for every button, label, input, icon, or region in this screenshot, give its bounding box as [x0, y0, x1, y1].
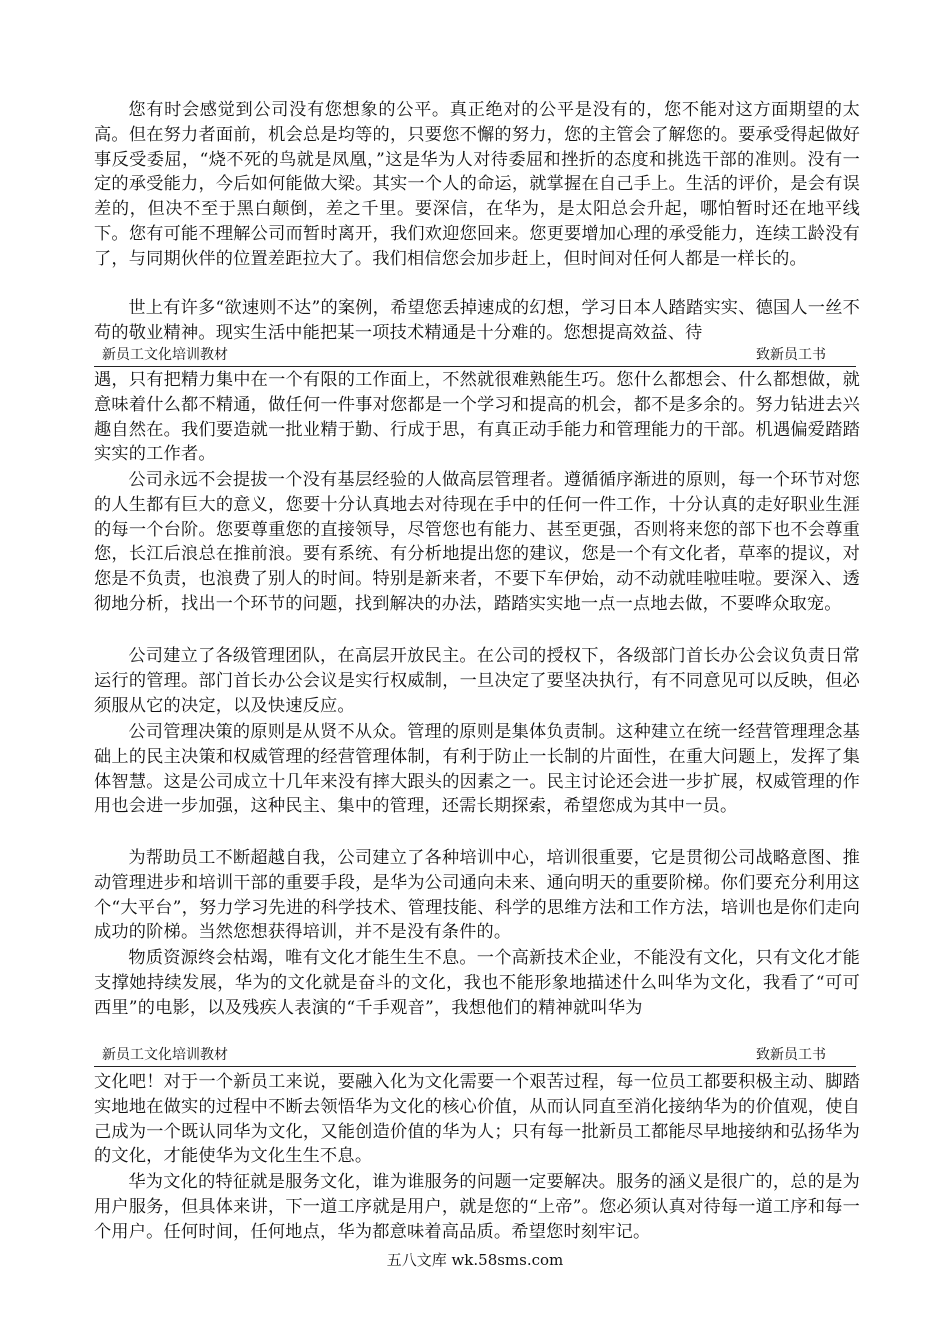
header-right-title: 致新员工书: [756, 1047, 826, 1063]
header-left-title: 新员工文化培训教材: [102, 347, 228, 363]
page-break-header-2: [94, 1044, 856, 1067]
paragraph-culture: 物质资源终会枯竭，唯有文化才能生生不息。一个高新技术企业，不能没有文化，只有文化才能支撑她持续发展，华为的文化就是奋斗的文化，我也不能形象地描述什么叫华为文化，我看了“可可西里”的电影，以及残疾人表演的“千手观音”，我想他们的精神就叫华为: [94, 948, 860, 1018]
paragraph-fairness: 您有时会感觉到公司没有您想象的公平。真正绝对的公平是没有的，您不能对这方面期望的太高。但在努力者面前，机会总是均等的，只要您不懈的努力，您的主管会了解您的。要承受得起做好事反受委屈，“烧不死的鸟就是凤凰，”这是华为人对待委屈和挫折的态度和挑选干部的准则。没有一定的承受能力，今后如何能做大梁。其实一个人的命运，就掌握在自己手上。生活的评价，是会有误差的，但决不至于黑白颠倒，差之千里。要深信，在华为，是太阳总会升起，哪怕暂时还在地平线下。您有可能不理解公司而暂时离开，我们欢迎您回来。您更要增加心理的承受能力，连续工龄没有了，与同期伙伴的位置差距拉大了。我们相信您会加步赶上，但时间对任何人都是一样长的。: [94, 100, 860, 269]
paragraph-decision-principle: 公司管理决策的原则是从贤不从众。管理的原则是集体负责制。这种建立在统一经营管理理念基础上的民主决策和权威管理的经营管理体制，有利于防止一长制的片面性，在重大问题上，发挥了集体智慧。这是公司成立十几年来没有摔大跟头的因素之一。民主讨论还会进一步扩展，权威管理的作用也会进一步加强，这种民主、集中的管理，还需长期探索，希望您成为其中一员。: [94, 722, 860, 817]
paragraph-service-culture: 华为文化的特征就是服务文化，谁为谁服务的问题一定要解决。服务的涵义是很广的，总的是为用户服务，但具体来讲，下一道工序就是用户，就是您的“上帝”。您必须认真对待每一道工序和每一个用户。任何时间，任何地点，华为都意味着高品质。希望您时刻牢记。: [94, 1172, 860, 1242]
header-left-title: 新员工文化培训教材: [102, 1047, 228, 1063]
page-break-header-1: [94, 344, 856, 367]
footer-watermark: 五八文库 wk.58sms.com: [386, 1251, 564, 1269]
paragraph-culture-continued: 文化吧！对于一个新员工来说，要融入化为文化需要一个艰苦过程，每一位员工都要积极主动、脚踏实地地在做实的过程中不断去领悟华为文化的核心价值，从而认同直至消化接纳华为的价值观，使自己成为一个既认同华为文化，又能创造价值的华为人；只有每一批新员工都能尽早地接纳和弘扬华为的文化，才能使华为文化生生不息。: [94, 1072, 860, 1167]
paragraph-promotion: 公司永远不会提拔一个没有基层经验的人做高层管理者。遵循循序渐进的原则，每一个环节对您的人生都有巨大的意义，您要十分认真地去对待现在手中的任何一件工作，十分认真的走好职业生涯的每一个台阶。您要尊重您的直接领导，尽管您也有能力、甚至更强，否则将来您的部下也不会尊重您，长江后浪总在推前浪。要有系统、有分析地提出您的建议，您是一个有文化者，草率的提议，对您是不负责，也浪费了别人的时间。特别是新来者，不要下车伊始，动不动就哇啦哇啦。要深入、透彻地分析，找出一个环节的问题，找到解决的办法，踏踏实实地一点一点地去做，不要哗众取宠。: [94, 470, 860, 614]
header-right-title: 致新员工书: [756, 347, 826, 363]
paragraph-training: 为帮助员工不断超越自我，公司建立了各种培训中心，培训很重要，它是贯彻公司战略意图、推动管理进步和培训干部的重要手段，是华为公司通向未来、通向明天的重要阶梯。你们要充分利用这个“大平台”，努力学习先进的科学技术、管理技能、科学的思维方法和工作方法，培训也是你们走向成功的阶梯。当然您想获得培训，并不是没有条件的。: [94, 848, 860, 943]
paragraph-management-team: 公司建立了各级管理团队，在高层开放民主。在公司的授权下，各级部门首长办公会议负责日常运行的管理。部门首长办公会议是实行权威制，一旦决定了要坚决执行，有不同意见可以反映，但必须服从它的决定，以及快速反应。: [94, 646, 860, 716]
paragraph-haste: 世上有许多“欲速则不达”的案例，希望您丢掉速成的幻想，学习日本人踏踏实实、德国人一丝不苟的敬业精神。现实生活中能把某一项技术精通是十分难的。您想提高效益、待: [94, 298, 860, 343]
paragraph-focus: 遇，只有把精力集中在一个有限的工作面上，不然就很难熟能生巧。您什么都想会、什么都想做，就意味着什么都不精通，做任何一件事对您都是一个学习和提高的机会，都不是多余的。努力钻进去兴趣自然在。我们要造就一批业精于勤、行成于思，有真正动手能力和管理能力的干部。机遇偏爱踏踏实实的工作者。: [94, 370, 860, 465]
